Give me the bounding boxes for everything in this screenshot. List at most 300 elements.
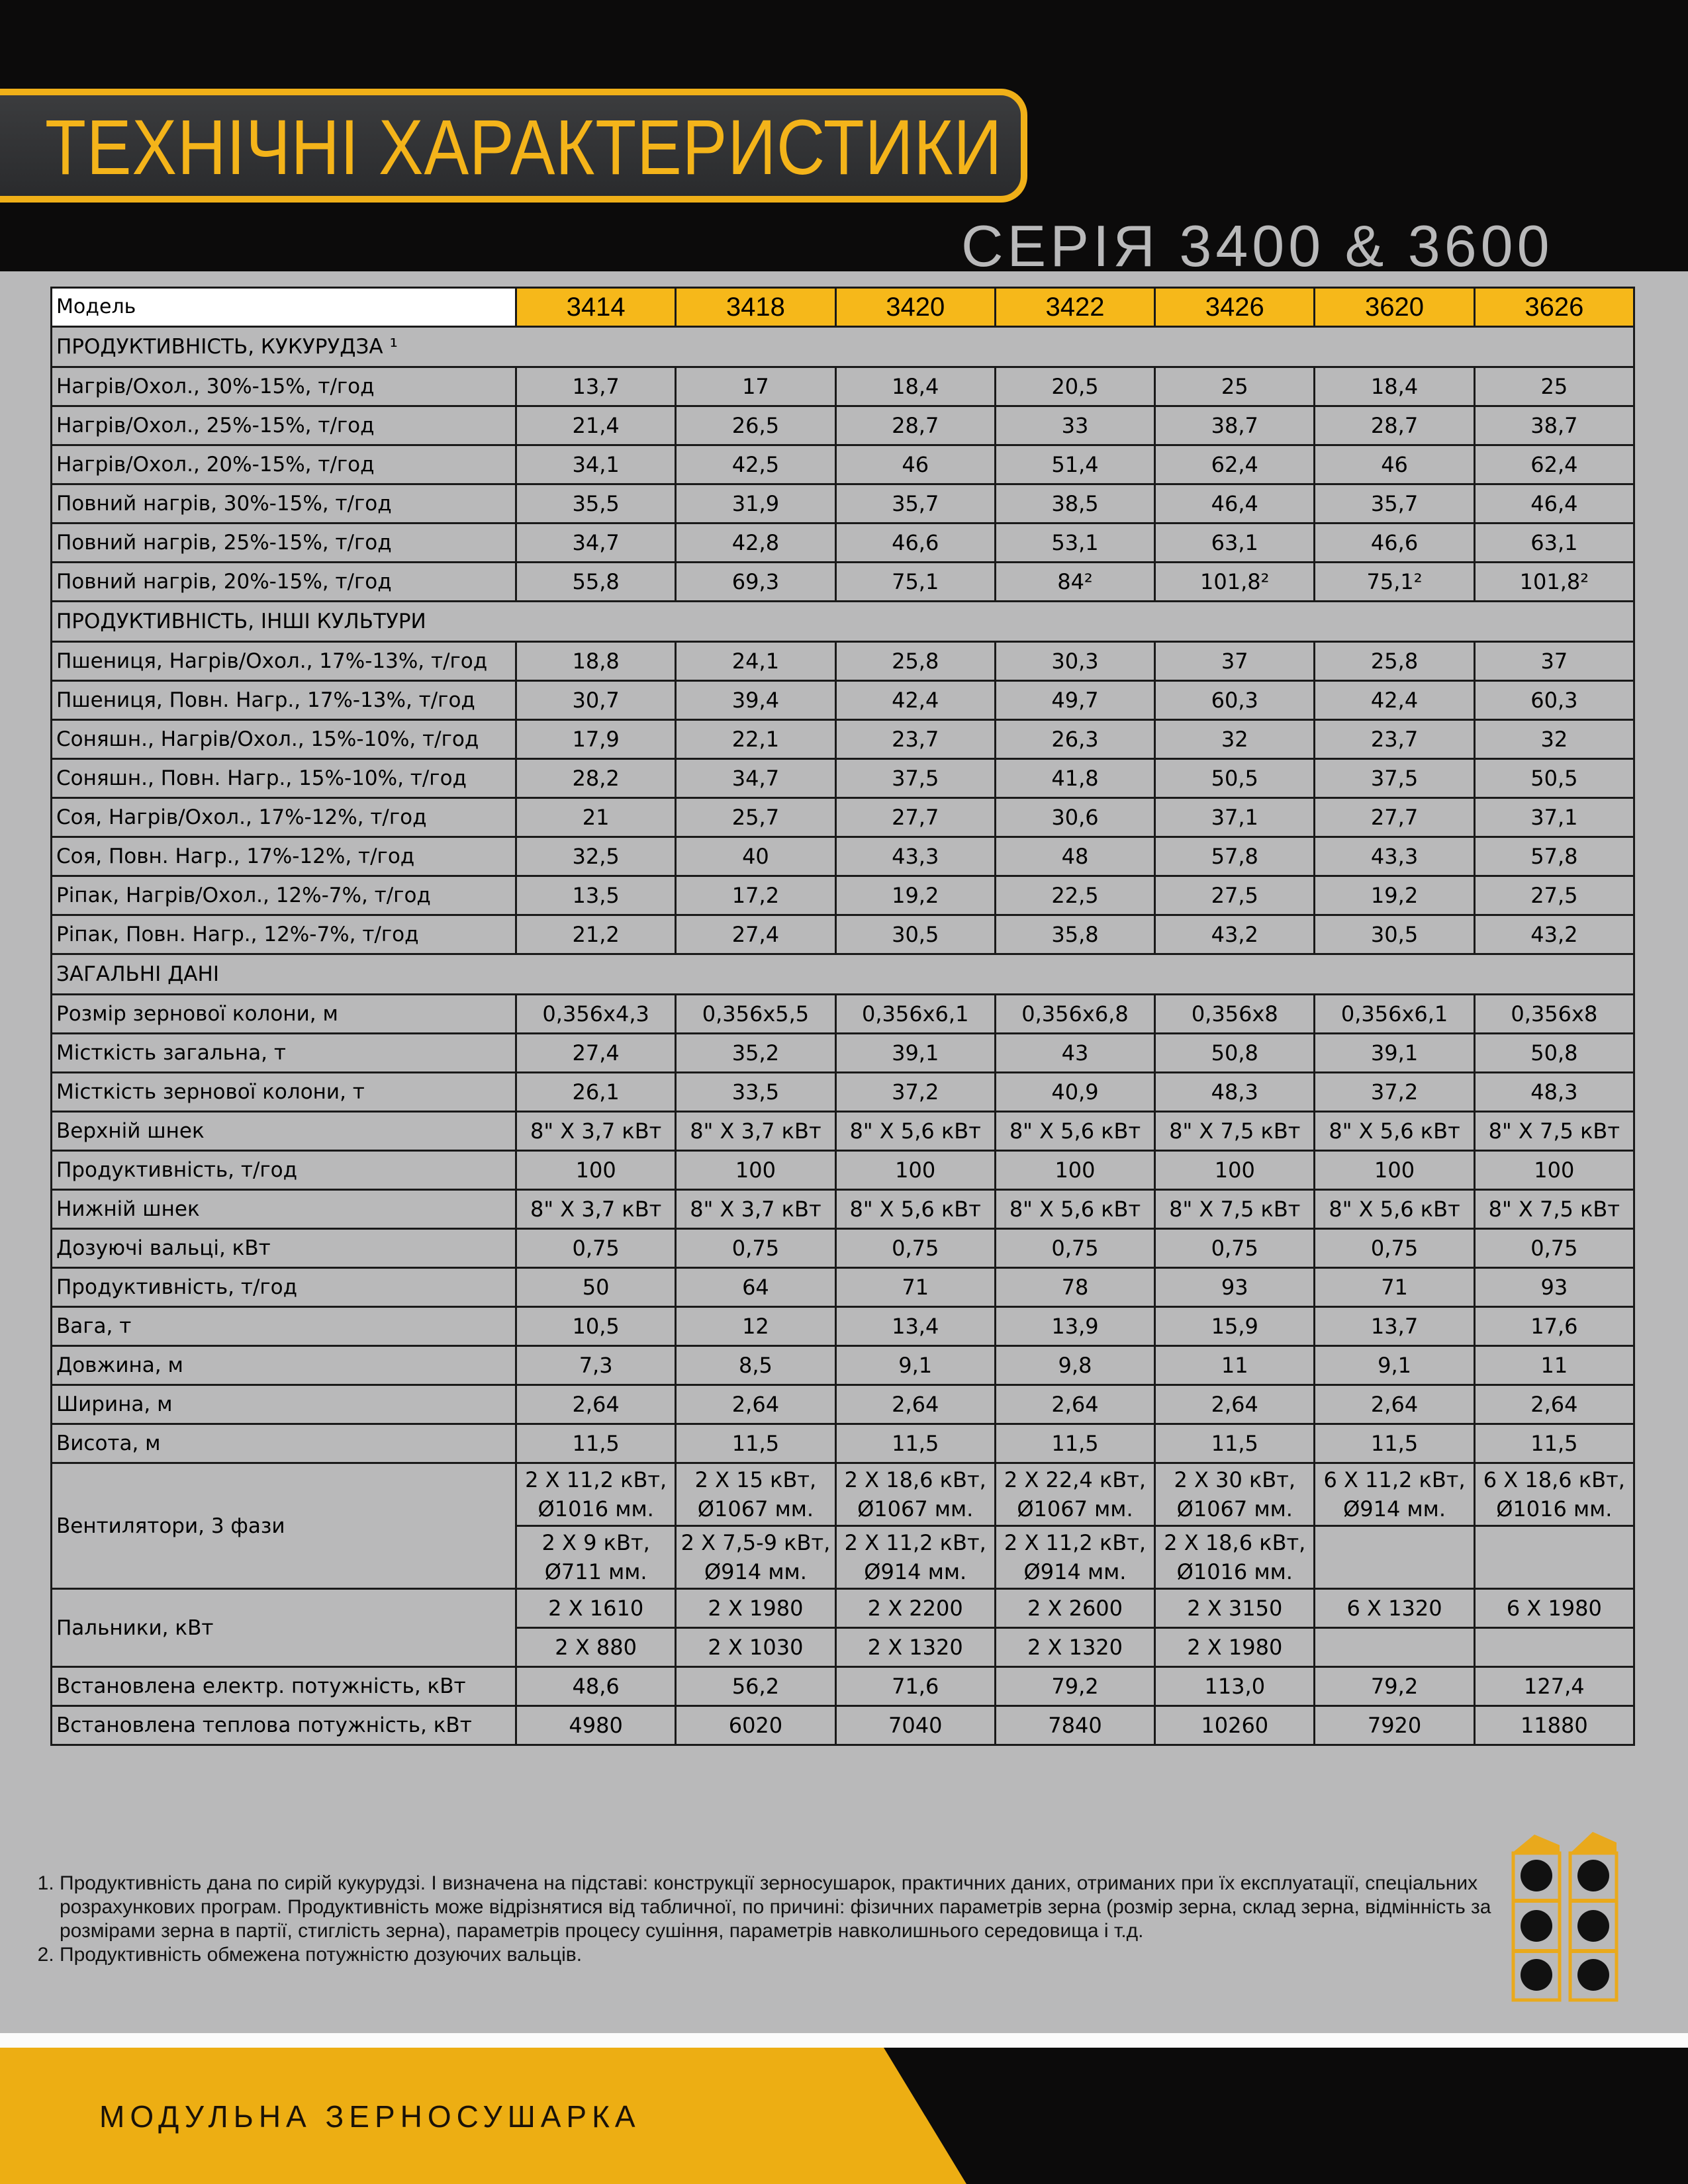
table-cell: 8" X 7,5 кВт xyxy=(1474,1190,1634,1229)
row-label: Соняшн., Нагрів/Охол., 15%-10%, т/год xyxy=(52,720,516,759)
table-cell: 32 xyxy=(1474,720,1634,759)
row-label: Нижній шнек xyxy=(52,1190,516,1229)
table-cell: 27,5 xyxy=(1155,876,1315,915)
table-cell: 50 xyxy=(516,1268,676,1307)
table-cell: 46,6 xyxy=(835,523,995,563)
fan-diameter: Ø1067 мм. xyxy=(857,1496,974,1522)
fan-diameter: Ø1067 мм. xyxy=(1017,1496,1133,1522)
table-cell: 34,7 xyxy=(516,523,676,563)
fan-diameter: Ø1016 мм. xyxy=(1176,1559,1293,1584)
table-cell: 10260 xyxy=(1155,1706,1315,1745)
table-cell: 57,8 xyxy=(1155,837,1315,876)
table-cell: 78 xyxy=(995,1268,1154,1307)
table-cell: 55,8 xyxy=(516,563,676,602)
table-cell: 40,9 xyxy=(995,1073,1154,1112)
burner-secondary-cell: 2 X 1320 xyxy=(835,1628,995,1667)
fan-primary-cell xyxy=(835,1463,995,1526)
table-row xyxy=(52,1667,1634,1706)
table-cell: 79,2 xyxy=(995,1667,1154,1706)
burner-primary-cell: 6 X 1980 xyxy=(1474,1589,1634,1628)
table-cell: 28,7 xyxy=(1315,406,1474,445)
table-cell: 43,3 xyxy=(1315,837,1474,876)
table-cell: 34,7 xyxy=(676,759,835,798)
row-label: Нагрів/Охол., 20%-15%, т/год xyxy=(52,445,516,484)
table-cell: 10,5 xyxy=(516,1307,676,1346)
table-row xyxy=(52,1034,1634,1073)
table-cell: 50,8 xyxy=(1155,1034,1315,1073)
table-row xyxy=(52,484,1634,523)
table-row xyxy=(52,1190,1634,1229)
table-cell: 13,7 xyxy=(1315,1307,1474,1346)
table-cell: 113,0 xyxy=(1155,1667,1315,1706)
footnotes xyxy=(34,1872,1497,1967)
model-header-cell: 3420 xyxy=(835,288,995,327)
table-row xyxy=(52,1589,1634,1628)
table-cell: 25 xyxy=(1155,367,1315,406)
table-cell: 127,4 xyxy=(1474,1667,1634,1706)
fan-power: 2 X 22,4 кВт, xyxy=(1004,1467,1147,1492)
model-header-cell: 3620 xyxy=(1315,288,1474,327)
table-cell: 32 xyxy=(1155,720,1315,759)
table-cell: 63,1 xyxy=(1474,523,1634,563)
table-cell: 37 xyxy=(1474,642,1634,681)
burner-primary-cell: 2 X 1610 xyxy=(516,1589,676,1628)
table-cell: 51,4 xyxy=(995,445,1154,484)
table-cell: 100 xyxy=(995,1151,1154,1190)
table-cell: 24,1 xyxy=(676,642,835,681)
table-cell: 0,356x8 xyxy=(1474,995,1634,1034)
table-cell: 18,8 xyxy=(516,642,676,681)
table-cell: 15,9 xyxy=(1155,1307,1315,1346)
table-row xyxy=(52,798,1634,837)
table-cell: 8" X 5,6 кВт xyxy=(1315,1190,1474,1229)
table-cell: 22,1 xyxy=(676,720,835,759)
table-cell: 100 xyxy=(676,1151,835,1190)
table-row xyxy=(52,837,1634,876)
table-cell: 7920 xyxy=(1315,1706,1474,1745)
table-cell: 43 xyxy=(995,1034,1154,1073)
table-cell: 2,64 xyxy=(676,1385,835,1424)
table-cell: 38,7 xyxy=(1155,406,1315,445)
fan-diameter: Ø914 мм. xyxy=(704,1559,807,1584)
table-cell: 0,75 xyxy=(676,1229,835,1268)
table-cell: 57,8 xyxy=(1474,837,1634,876)
table-cell: 8" X 5,6 кВт xyxy=(835,1112,995,1151)
model-header-cell: 3414 xyxy=(516,288,676,327)
table-cell: 7040 xyxy=(835,1706,995,1745)
table-cell: 33 xyxy=(995,406,1154,445)
table-row xyxy=(52,523,1634,563)
burner-secondary-cell xyxy=(1474,1628,1634,1667)
grain-dryer-icon xyxy=(1509,1827,1620,2005)
burner-primary-cell: 2 X 1980 xyxy=(676,1589,835,1628)
page-title: ТЕХНІЧНІ ХАРАКТЕРИСТИКИ xyxy=(45,104,1003,191)
fan-diameter: Ø914 мм. xyxy=(1343,1496,1446,1522)
table-cell: 35,5 xyxy=(516,484,676,523)
table-cell: 46,6 xyxy=(1315,523,1474,563)
model-header-cell: 3626 xyxy=(1474,288,1634,327)
table-cell: 30,5 xyxy=(835,915,995,954)
table-cell: 75,1 xyxy=(835,563,995,602)
table-cell: 18,4 xyxy=(835,367,995,406)
table-cell: 26,1 xyxy=(516,1073,676,1112)
table-cell: 9,1 xyxy=(1315,1346,1474,1385)
table-cell: 11,5 xyxy=(835,1424,995,1463)
table-cell: 0,75 xyxy=(835,1229,995,1268)
table-cell: 19,2 xyxy=(835,876,995,915)
table-cell: 17,9 xyxy=(516,720,676,759)
table-cell: 21,4 xyxy=(516,406,676,445)
table-row xyxy=(52,1706,1634,1745)
table-cell: 27,7 xyxy=(1315,798,1474,837)
table-cell: 53,1 xyxy=(995,523,1154,563)
table-cell: 46 xyxy=(835,445,995,484)
table-cell: 100 xyxy=(1474,1151,1634,1190)
table-cell: 41,8 xyxy=(995,759,1154,798)
table-cell: 63,1 xyxy=(1155,523,1315,563)
table-cell: 48,3 xyxy=(1155,1073,1315,1112)
table-cell: 35,7 xyxy=(1315,484,1474,523)
table-cell: 100 xyxy=(1155,1151,1315,1190)
table-cell: 28,7 xyxy=(835,406,995,445)
burner-secondary-cell xyxy=(1315,1628,1474,1667)
table-cell: 26,3 xyxy=(995,720,1154,759)
table-cell: 71 xyxy=(835,1268,995,1307)
table-cell: 46 xyxy=(1315,445,1474,484)
table-cell: 62,4 xyxy=(1155,445,1315,484)
table-row xyxy=(52,1424,1634,1463)
burner-primary-cell: 2 X 3150 xyxy=(1155,1589,1315,1628)
table-cell: 8" X 5,6 кВт xyxy=(835,1190,995,1229)
row-label: Ріпак, Повн. Нагр., 12%-7%, т/год xyxy=(52,915,516,954)
table-cell: 0,75 xyxy=(516,1229,676,1268)
table-cell: 0,356x5,5 xyxy=(676,995,835,1034)
burner-secondary-cell: 2 X 1320 xyxy=(995,1628,1154,1667)
fan-secondary-cell xyxy=(995,1526,1154,1589)
table-cell: 8" X 7,5 кВт xyxy=(1155,1190,1315,1229)
table-cell: 35,2 xyxy=(676,1034,835,1073)
table-cell: 101,8² xyxy=(1155,563,1315,602)
table-cell: 43,2 xyxy=(1155,915,1315,954)
table-cell: 9,1 xyxy=(835,1346,995,1385)
table-cell: 13,4 xyxy=(835,1307,995,1346)
table-row xyxy=(52,1385,1634,1424)
fan-primary-cell xyxy=(676,1463,835,1526)
table-cell: 17 xyxy=(676,367,835,406)
table-cell: 0,356x6,8 xyxy=(995,995,1154,1034)
table-cell: 4980 xyxy=(516,1706,676,1745)
fan-power: 6 X 18,6 кВт, xyxy=(1483,1467,1625,1492)
table-cell: 64 xyxy=(676,1268,835,1307)
fan-diameter: Ø1067 мм. xyxy=(1176,1496,1293,1522)
table-cell: 11,5 xyxy=(1155,1424,1315,1463)
table-cell: 37 xyxy=(1155,642,1315,681)
fan-power: 2 X 11,2 кВт, xyxy=(1004,1530,1147,1555)
footnote-1: 1. Продуктивність дана по сирій кукурудзі. І визначена на підставі: конструкції зерносушарок, практичних даних, отриманих при їх експлуатації, спеціальних розрахункових програм. Продуктивність може відрізнятися від табличної, по причині: фізичних параметрів зерна (розмір зерна, склад зерна, відмінність за розмірами зерна в партії, стиглість зерна), параметрів процесу сушіння, параметрів навколишнього середовища і т.д. xyxy=(60,1872,1497,1943)
table-cell: 46,4 xyxy=(1474,484,1634,523)
table-cell: 37,2 xyxy=(1315,1073,1474,1112)
burner-secondary-cell: 2 X 1030 xyxy=(676,1628,835,1667)
table-cell: 32,5 xyxy=(516,837,676,876)
table-cell: 30,3 xyxy=(995,642,1154,681)
table-cell: 8" X 5,6 кВт xyxy=(995,1190,1154,1229)
table-row xyxy=(52,1112,1634,1151)
section-header-row xyxy=(52,602,1634,642)
table-cell: 31,9 xyxy=(676,484,835,523)
table-cell: 8" X 5,6 кВт xyxy=(1315,1112,1474,1151)
table-cell: 11,5 xyxy=(995,1424,1154,1463)
table-row xyxy=(52,1346,1634,1385)
fan-power: 2 X 11,2 кВт, xyxy=(844,1530,986,1555)
table-cell: 27,4 xyxy=(676,915,835,954)
table-cell: 48,6 xyxy=(516,1667,676,1706)
fan-power: 2 X 7,5-9 кВт, xyxy=(680,1530,831,1555)
series-subtitle: СЕРІЯ 3400 & 3600 xyxy=(961,213,1554,279)
table-cell: 21,2 xyxy=(516,915,676,954)
row-label: Вага, т xyxy=(52,1307,516,1346)
table-cell: 11,5 xyxy=(676,1424,835,1463)
table-cell: 28,2 xyxy=(516,759,676,798)
table-cell: 37,1 xyxy=(1474,798,1634,837)
table-cell: 7840 xyxy=(995,1706,1154,1745)
table-cell: 0,75 xyxy=(1155,1229,1315,1268)
table-cell: 25 xyxy=(1474,367,1634,406)
table-cell: 42,5 xyxy=(676,445,835,484)
fan-primary-cell xyxy=(995,1463,1154,1526)
table-cell: 38,7 xyxy=(1474,406,1634,445)
table-cell: 30,7 xyxy=(516,681,676,720)
fan-power: 6 X 11,2 кВт, xyxy=(1323,1467,1466,1492)
table-cell: 46,4 xyxy=(1155,484,1315,523)
fan-secondary-cell xyxy=(676,1526,835,1589)
section-header-row xyxy=(52,327,1634,367)
table-cell: 100 xyxy=(1315,1151,1474,1190)
row-label: Повний нагрів, 30%-15%, т/год xyxy=(52,484,516,523)
row-label: Розмір зернової колони, м xyxy=(52,995,516,1034)
footer-separator xyxy=(0,2033,1688,2048)
row-label: Встановлена електр. потужність, кВт xyxy=(52,1667,516,1706)
table-cell: 20,5 xyxy=(995,367,1154,406)
table-cell: 93 xyxy=(1155,1268,1315,1307)
fan-diameter: Ø1016 мм. xyxy=(538,1496,654,1522)
table-cell: 0,75 xyxy=(995,1229,1154,1268)
fan-diameter: Ø711 мм. xyxy=(544,1559,647,1584)
section-title: ПРОДУКТИВНІСТЬ, КУКУРУДЗА ¹ xyxy=(52,327,1634,367)
table-cell: 22,5 xyxy=(995,876,1154,915)
table-cell: 42,4 xyxy=(835,681,995,720)
table-cell: 23,7 xyxy=(1315,720,1474,759)
row-label: Ширина, м xyxy=(52,1385,516,1424)
table-row xyxy=(52,720,1634,759)
table-cell: 27,5 xyxy=(1474,876,1634,915)
row-label: Пшениця, Нагрів/Охол., 17%-13%, т/год xyxy=(52,642,516,681)
table-cell: 50,8 xyxy=(1474,1034,1634,1073)
table-cell: 43,3 xyxy=(835,837,995,876)
table-cell: 9,8 xyxy=(995,1346,1154,1385)
table-cell: 25,8 xyxy=(835,642,995,681)
fan-power: 2 X 9 кВт, xyxy=(541,1530,650,1555)
row-label: Нагрів/Охол., 25%-15%, т/год xyxy=(52,406,516,445)
section-title: ЗАГАЛЬНІ ДАНІ xyxy=(52,954,1634,995)
table-cell: 43,2 xyxy=(1474,915,1634,954)
table-row xyxy=(52,1268,1634,1307)
fan-power: 2 X 11,2 кВт, xyxy=(525,1467,667,1492)
table-cell: 11,5 xyxy=(516,1424,676,1463)
row-label: Повний нагрів, 25%-15%, т/год xyxy=(52,523,516,563)
table-cell: 100 xyxy=(516,1151,676,1190)
table-cell: 34,1 xyxy=(516,445,676,484)
model-header-cell: 3426 xyxy=(1155,288,1315,327)
table-row xyxy=(52,995,1634,1034)
table-cell: 60,3 xyxy=(1155,681,1315,720)
table-cell: 0,356x6,1 xyxy=(1315,995,1474,1034)
table-cell: 2,64 xyxy=(995,1385,1154,1424)
table-cell: 37,2 xyxy=(835,1073,995,1112)
fan-secondary-cell xyxy=(1315,1526,1474,1589)
table-cell: 11,5 xyxy=(1474,1424,1634,1463)
fan-power: 2 X 30 кВт, xyxy=(1174,1467,1296,1492)
table-row xyxy=(52,1229,1634,1268)
table-cell: 39,1 xyxy=(835,1034,995,1073)
row-label: Нагрів/Охол., 30%-15%, т/год xyxy=(52,367,516,406)
row-label: Соняшн., Повн. Нагр., 15%-10%, т/год xyxy=(52,759,516,798)
table-row xyxy=(52,1073,1634,1112)
fan-secondary-cell xyxy=(835,1526,995,1589)
row-label: Дозуючі вальці, кВт xyxy=(52,1229,516,1268)
row-label: Верхній шнек xyxy=(52,1112,516,1151)
fan-primary-cell xyxy=(1474,1463,1634,1526)
table-cell: 60,3 xyxy=(1474,681,1634,720)
fan-diameter: Ø914 мм. xyxy=(864,1559,967,1584)
table-cell: 93 xyxy=(1474,1268,1634,1307)
table-cell: 13,9 xyxy=(995,1307,1154,1346)
fan-primary-cell xyxy=(1315,1463,1474,1526)
row-label: Висота, м xyxy=(52,1424,516,1463)
table-cell: 0,356x6,1 xyxy=(835,995,995,1034)
table-cell: 17,2 xyxy=(676,876,835,915)
table-cell: 39,1 xyxy=(1315,1034,1474,1073)
fan-power: 2 X 18,6 кВт, xyxy=(844,1467,986,1492)
table-cell: 2,64 xyxy=(1315,1385,1474,1424)
table-cell: 30,6 xyxy=(995,798,1154,837)
table-cell: 25,7 xyxy=(676,798,835,837)
spec-table xyxy=(50,287,1635,1746)
table-cell: 62,4 xyxy=(1474,445,1634,484)
table-cell: 38,5 xyxy=(995,484,1154,523)
table-cell: 50,5 xyxy=(1474,759,1634,798)
burner-secondary-cell: 2 X 880 xyxy=(516,1628,676,1667)
table-cell: 6020 xyxy=(676,1706,835,1745)
table-cell: 49,7 xyxy=(995,681,1154,720)
row-label: Повний нагрів, 20%-15%, т/год xyxy=(52,563,516,602)
table-cell: 2,64 xyxy=(1155,1385,1315,1424)
burner-primary-cell: 2 X 2600 xyxy=(995,1589,1154,1628)
table-cell: 42,4 xyxy=(1315,681,1474,720)
model-header-cell: 3418 xyxy=(676,288,835,327)
fan-power: 2 X 15 кВт, xyxy=(694,1467,817,1492)
table-cell: 56,2 xyxy=(676,1667,835,1706)
table-cell: 35,8 xyxy=(995,915,1154,954)
table-cell: 48 xyxy=(995,837,1154,876)
row-label: Соя, Повн. Нагр., 17%-12%, т/год xyxy=(52,837,516,876)
table-cell: 26,5 xyxy=(676,406,835,445)
model-label-cell: Модель xyxy=(52,288,516,327)
table-cell: 37,5 xyxy=(835,759,995,798)
footer-title: МОДУЛЬНА ЗЕРНОСУШАРКА xyxy=(99,2099,641,2134)
table-cell: 17,6 xyxy=(1474,1307,1634,1346)
table-row xyxy=(52,681,1634,720)
fan-diameter: Ø1067 мм. xyxy=(697,1496,814,1522)
table-cell: 42,8 xyxy=(676,523,835,563)
fan-secondary-cell xyxy=(1474,1526,1634,1589)
table-cell: 100 xyxy=(835,1151,995,1190)
table-cell: 25,8 xyxy=(1315,642,1474,681)
burner-primary-cell: 6 X 1320 xyxy=(1315,1589,1474,1628)
table-cell: 8" X 5,6 кВт xyxy=(995,1112,1154,1151)
table-row xyxy=(52,759,1634,798)
table-cell: 13,7 xyxy=(516,367,676,406)
table-cell: 71 xyxy=(1315,1268,1474,1307)
table-cell: 19,2 xyxy=(1315,876,1474,915)
fan-diameter: Ø914 мм. xyxy=(1023,1559,1127,1584)
row-label: Продуктивність, т/год xyxy=(52,1151,516,1190)
table-cell: 84² xyxy=(995,563,1154,602)
fan-primary-cell xyxy=(516,1463,676,1526)
table-cell: 30,5 xyxy=(1315,915,1474,954)
table-cell: 33,5 xyxy=(676,1073,835,1112)
table-cell: 37,1 xyxy=(1155,798,1315,837)
table-row xyxy=(52,1463,1634,1526)
table-cell: 2,64 xyxy=(516,1385,676,1424)
table-row xyxy=(52,367,1634,406)
row-label: Встановлена теплова потужність, кВт xyxy=(52,1706,516,1745)
table-row xyxy=(52,445,1634,484)
table-cell: 8" X 3,7 кВт xyxy=(676,1190,835,1229)
table-cell: 0,75 xyxy=(1474,1229,1634,1268)
table-cell: 8" X 3,7 кВт xyxy=(516,1190,676,1229)
table-cell: 0,356x4,3 xyxy=(516,995,676,1034)
table-cell: 2,64 xyxy=(1474,1385,1634,1424)
row-label: Пшениця, Повн. Нагр., 17%-13%, т/год xyxy=(52,681,516,720)
table-row xyxy=(52,1307,1634,1346)
fan-secondary-cell xyxy=(516,1526,676,1589)
row-label: Місткість загальна, т xyxy=(52,1034,516,1073)
fan-power: 2 X 18,6 кВт, xyxy=(1164,1530,1306,1555)
table-cell: 101,8² xyxy=(1474,563,1634,602)
table-cell: 12 xyxy=(676,1307,835,1346)
table-cell: 2,64 xyxy=(835,1385,995,1424)
fan-primary-cell xyxy=(1155,1463,1315,1526)
table-cell: 8" X 3,7 кВт xyxy=(516,1112,676,1151)
table-cell: 7,3 xyxy=(516,1346,676,1385)
table-cell: 71,6 xyxy=(835,1667,995,1706)
section-title: ПРОДУКТИВНІСТЬ, ІНШІ КУЛЬТУРИ xyxy=(52,602,1634,642)
table-cell: 0,356x8 xyxy=(1155,995,1315,1034)
burner-secondary-cell: 2 X 1980 xyxy=(1155,1628,1315,1667)
row-label: Вентилятори, 3 фази xyxy=(52,1463,516,1589)
table-row xyxy=(52,563,1634,602)
table-cell: 21 xyxy=(516,798,676,837)
burner-primary-cell: 2 X 2200 xyxy=(835,1589,995,1628)
table-cell: 0,75 xyxy=(1315,1229,1474,1268)
row-label: Соя, Нагрів/Охол., 17%-12%, т/год xyxy=(52,798,516,837)
model-header-cell: 3422 xyxy=(995,288,1154,327)
table-cell: 27,4 xyxy=(516,1034,676,1073)
table-cell: 75,1² xyxy=(1315,563,1474,602)
table-cell: 50,5 xyxy=(1155,759,1315,798)
section-header-row xyxy=(52,954,1634,995)
table-cell: 13,5 xyxy=(516,876,676,915)
